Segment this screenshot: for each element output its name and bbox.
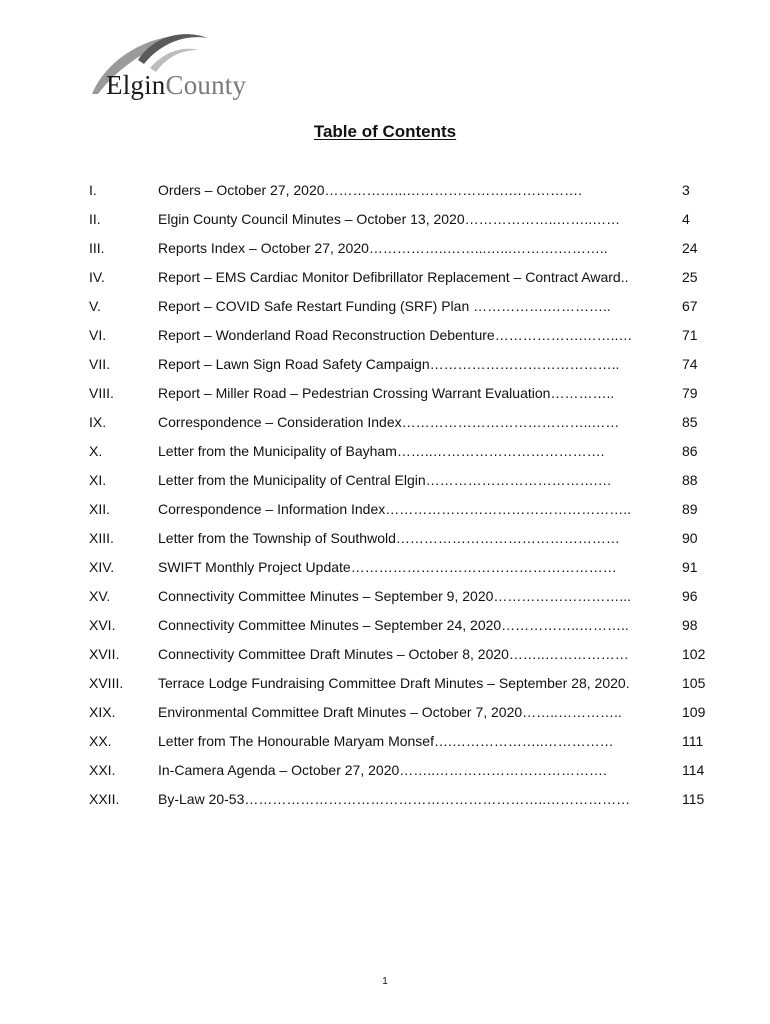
toc-number: XX. bbox=[89, 733, 112, 749]
toc-page: 79 bbox=[682, 385, 698, 401]
toc-page: 111 bbox=[682, 733, 704, 749]
toc-entry: Report – Wonderland Road Reconstruction Debenture……………….……..… bbox=[158, 327, 633, 343]
toc-row bbox=[89, 236, 715, 265]
toc-entry: Reports Index – October 27, 2020……………..……...…...……….……….. bbox=[158, 240, 608, 256]
toc-page: 90 bbox=[682, 530, 698, 546]
toc-page: 96 bbox=[682, 588, 698, 604]
toc-page: 89 bbox=[682, 501, 698, 517]
toc-number: XIX. bbox=[89, 704, 116, 720]
logo-county-text: County bbox=[165, 70, 247, 100]
toc-entry: Connectivity Committee Draft Minutes – October 8, 2020……..……………… bbox=[158, 646, 629, 662]
toc-number: XV. bbox=[89, 588, 111, 604]
toc-number: XII. bbox=[89, 501, 111, 517]
toc-row bbox=[89, 381, 715, 410]
toc-entry: Terrace Lodge Fundraising Committee Draft Minutes – September 28, 2020. bbox=[158, 675, 630, 691]
toc-row bbox=[89, 410, 715, 439]
toc-page: 67 bbox=[682, 298, 698, 314]
toc-number: VII. bbox=[89, 356, 111, 372]
toc-entry: Letter from the Municipality of Bayham……..………………………………. bbox=[158, 443, 605, 459]
toc-row bbox=[89, 729, 715, 758]
toc-number: VI. bbox=[89, 327, 107, 343]
toc-number: VIII. bbox=[89, 385, 114, 401]
toc-page: 3 bbox=[682, 182, 690, 198]
toc-number: XIV. bbox=[89, 559, 115, 575]
toc-entry: Correspondence – Consideration Index…………………………………..…… bbox=[158, 414, 620, 430]
toc-entry: Report – Miller Road – Pedestrian Crossing Warrant Evaluation………….. bbox=[158, 385, 615, 401]
toc-row bbox=[89, 294, 715, 323]
toc-number: IX. bbox=[89, 414, 107, 430]
toc-number: XVI. bbox=[89, 617, 116, 633]
toc-row bbox=[89, 265, 715, 294]
toc-entry: Orders – October 27, 2020……………...………………….……………. bbox=[158, 182, 582, 198]
toc-entry: Letter from the Municipality of Central Elgin……………………………….… bbox=[158, 472, 612, 488]
toc-number: XXII. bbox=[89, 791, 120, 807]
elgin-county-logo bbox=[80, 24, 260, 108]
toc-page: 86 bbox=[682, 443, 698, 459]
toc-row bbox=[89, 555, 715, 584]
toc-row bbox=[89, 178, 715, 207]
toc-entry: Connectivity Committee Minutes – September 9, 2020………………………... bbox=[158, 588, 632, 604]
toc-number: XVIII. bbox=[89, 675, 124, 691]
toc-entry: Report – EMS Cardiac Monitor Defibrillator Replacement – Contract Award.. bbox=[158, 269, 629, 285]
toc-page: 114 bbox=[682, 762, 705, 778]
toc-number: XXI. bbox=[89, 762, 116, 778]
toc-number: II. bbox=[89, 211, 101, 227]
toc-page: 4 bbox=[682, 211, 690, 227]
toc-row bbox=[89, 758, 715, 787]
toc-page: 115 bbox=[682, 791, 705, 807]
toc-entry: Report – COVID Safe Restart Funding (SRF) Plan …………….………….. bbox=[158, 298, 611, 314]
toc-row bbox=[89, 439, 715, 468]
toc-row bbox=[89, 613, 715, 642]
toc-row bbox=[89, 352, 715, 381]
toc-row bbox=[89, 323, 715, 352]
toc-page: 98 bbox=[682, 617, 698, 633]
toc-row bbox=[89, 468, 715, 497]
toc-page: 25 bbox=[682, 269, 698, 285]
toc-row bbox=[89, 584, 715, 613]
toc-row bbox=[89, 787, 715, 816]
toc-number: XI. bbox=[89, 472, 107, 488]
toc-entry: Correspondence – Information Index…………………………………………….. bbox=[158, 501, 632, 517]
page-title: Table of Contents bbox=[313, 122, 457, 141]
toc-page: 109 bbox=[682, 704, 706, 720]
toc-entry: Report – Lawn Sign Road Safety Campaign………………………………….. bbox=[158, 356, 620, 372]
toc-row bbox=[89, 207, 715, 236]
toc-number: X. bbox=[89, 443, 103, 459]
toc-page: 105 bbox=[682, 675, 706, 691]
toc-page: 85 bbox=[682, 414, 698, 430]
toc-entry: Letter from The Honourable Maryam Monsef….………………..…………… bbox=[158, 733, 614, 749]
toc-entry: SWIFT Monthly Project Update………………………………………………… bbox=[158, 559, 617, 575]
toc-number: I. bbox=[89, 182, 97, 198]
toc-number: IV. bbox=[89, 269, 105, 285]
toc-entry: By-Law 20-53………………………………………………………..……………… bbox=[158, 791, 631, 807]
toc-entry: In-Camera Agenda – October 27, 2020……..………………………………. bbox=[158, 762, 607, 778]
logo-elgin-text: Elgin bbox=[106, 70, 166, 100]
table-of-contents bbox=[89, 178, 715, 816]
toc-entry: Environmental Committee Draft Minutes – October 7, 2020……..………….. bbox=[158, 704, 622, 720]
toc-page: 71 bbox=[682, 327, 698, 343]
toc-page: 91 bbox=[682, 559, 698, 575]
toc-row bbox=[89, 671, 715, 700]
toc-entry: Elgin County Council Minutes – October 13, 2020………………..……..…… bbox=[158, 211, 621, 227]
toc-number: III. bbox=[89, 240, 105, 256]
toc-page: 88 bbox=[682, 472, 698, 488]
toc-entry: Letter from the Township of Southwold………………………………………… bbox=[158, 530, 620, 546]
toc-row bbox=[89, 497, 715, 526]
toc-entry: Connectivity Committee Minutes – September 24, 2020……………..……….. bbox=[158, 617, 629, 633]
page-number: 1 bbox=[382, 976, 388, 987]
toc-row bbox=[89, 526, 715, 555]
toc-row bbox=[89, 642, 715, 671]
toc-number: XIII. bbox=[89, 530, 114, 546]
toc-page: 74 bbox=[682, 356, 698, 372]
toc-page: 24 bbox=[682, 240, 698, 256]
toc-number: V. bbox=[89, 298, 101, 314]
toc-row bbox=[89, 700, 715, 729]
toc-page: 102 bbox=[682, 646, 706, 662]
toc-number: XVII. bbox=[89, 646, 120, 662]
